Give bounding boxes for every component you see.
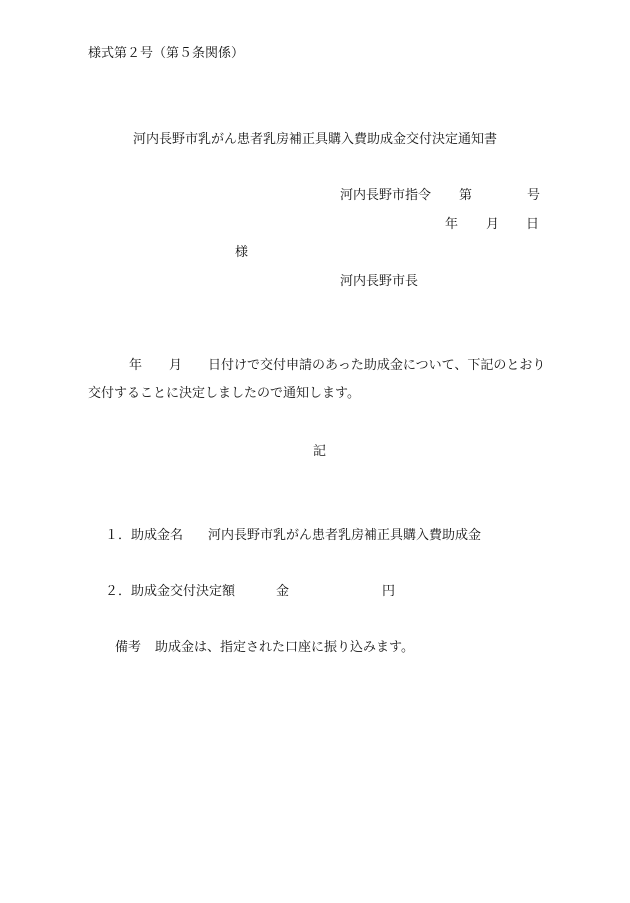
date-year: 年 xyxy=(445,217,459,232)
ki-heading: 記 xyxy=(313,444,327,459)
body-year: 年 xyxy=(129,358,143,373)
item-2-en: 円 xyxy=(382,584,396,599)
item-2-label: ２．助成金交付決定額 xyxy=(105,584,236,599)
remarks-label: 備考 xyxy=(115,640,142,655)
item-2-kin: 金 xyxy=(276,584,290,599)
body-line2: 交付することに決定しましたので通知します。 xyxy=(88,386,360,401)
body-line1-rest: 日付けで交付申請のあった助成金について、下記のとおり xyxy=(208,358,546,373)
addressee-suffix: 様 xyxy=(235,245,249,260)
reference-dai: 第 xyxy=(459,188,473,203)
item-1-label: １．助成金名 xyxy=(105,528,184,543)
form-number: 様式第２号（第５条関係） xyxy=(88,46,245,61)
item-1-value: 河内長野市乳がん患者乳房補正具購入費助成金 xyxy=(208,528,482,543)
issuer-name: 河内長野市長 xyxy=(340,274,419,289)
date-day: 日 xyxy=(526,217,540,232)
reference-go: 号 xyxy=(527,188,541,203)
date-month: 月 xyxy=(486,217,500,232)
remarks-text: 助成金は、指定された口座に振り込みます。 xyxy=(155,640,414,655)
body-month: 月 xyxy=(169,358,183,373)
document-title: 河内長野市乳がん患者乳房補正具購入費助成金交付決定通知書 xyxy=(133,132,498,147)
reference-issuer-label: 河内長野市指令 xyxy=(340,188,432,203)
